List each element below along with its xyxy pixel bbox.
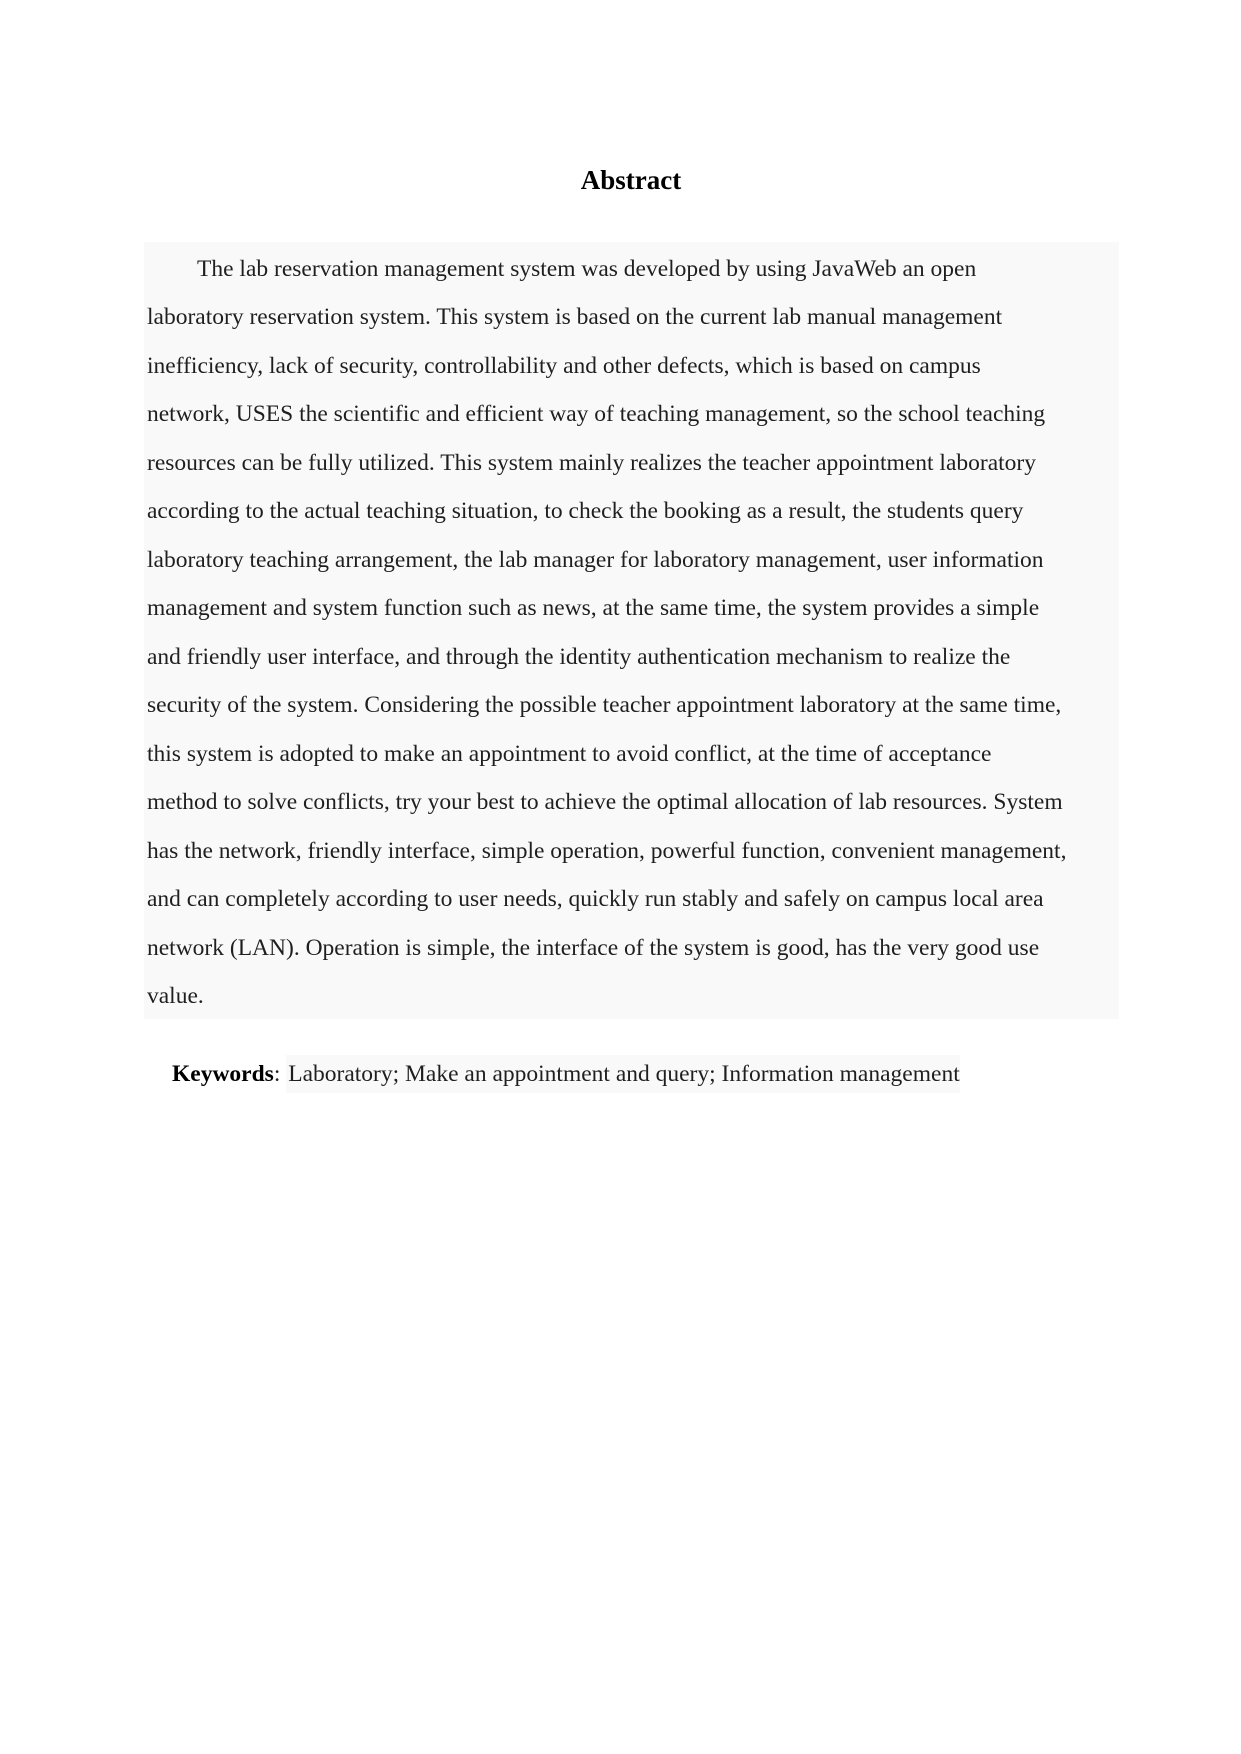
keywords-label: Keywords [172,1061,274,1087]
abstract-line: according to the actual teaching situation, to check the booking as a result, the students query [147,498,1024,524]
keywords-row [172,1059,960,1089]
abstract-line: The lab reservation management system was developed by using JavaWeb an open [197,256,977,282]
abstract-line: this system is adopted to make an appointment to avoid conflict, at the time of acceptance [147,741,992,767]
abstract-line: method to solve conflicts, try your best to achieve the optimal allocation of lab resources. System [147,789,1063,815]
abstract-line: network, USES the scientific and efficient way of teaching management, so the school teaching [147,401,1046,427]
abstract-line: and can completely according to user needs, quickly run stably and safely on campus local area [147,886,1044,912]
abstract-line: security of the system. Considering the possible teacher appointment laboratory at the same time, [147,692,1062,718]
abstract-line: management and system function such as news, at the same time, the system provides a simple [147,595,1040,621]
abstract-line: network (LAN). Operation is simple, the interface of the system is good, has the very good use [147,935,1040,961]
abstract-line: inefficiency, lack of security, controllability and other defects, which is based on campus [147,353,981,379]
abstract-line: value. [147,983,204,1009]
keywords-separator: : [273,1061,287,1087]
page-title: Abstract [580,165,682,195]
abstract-line: has the network, friendly interface, simple operation, powerful function, convenient management, [147,838,1067,864]
abstract-line: and friendly user interface, and through the identity authentication mechanism to realize the [147,644,1011,670]
abstract-line: laboratory reservation system. This system is based on the current lab manual management [147,304,1003,330]
keywords-value: Laboratory; Make an appointment and query; Information management [286,1055,959,1093]
abstract-line: laboratory teaching arrangement, the lab manager for laboratory management, user information [147,547,1044,573]
abstract-line: resources can be fully utilized. This system mainly realizes the teacher appointment laboratory [147,450,1036,476]
